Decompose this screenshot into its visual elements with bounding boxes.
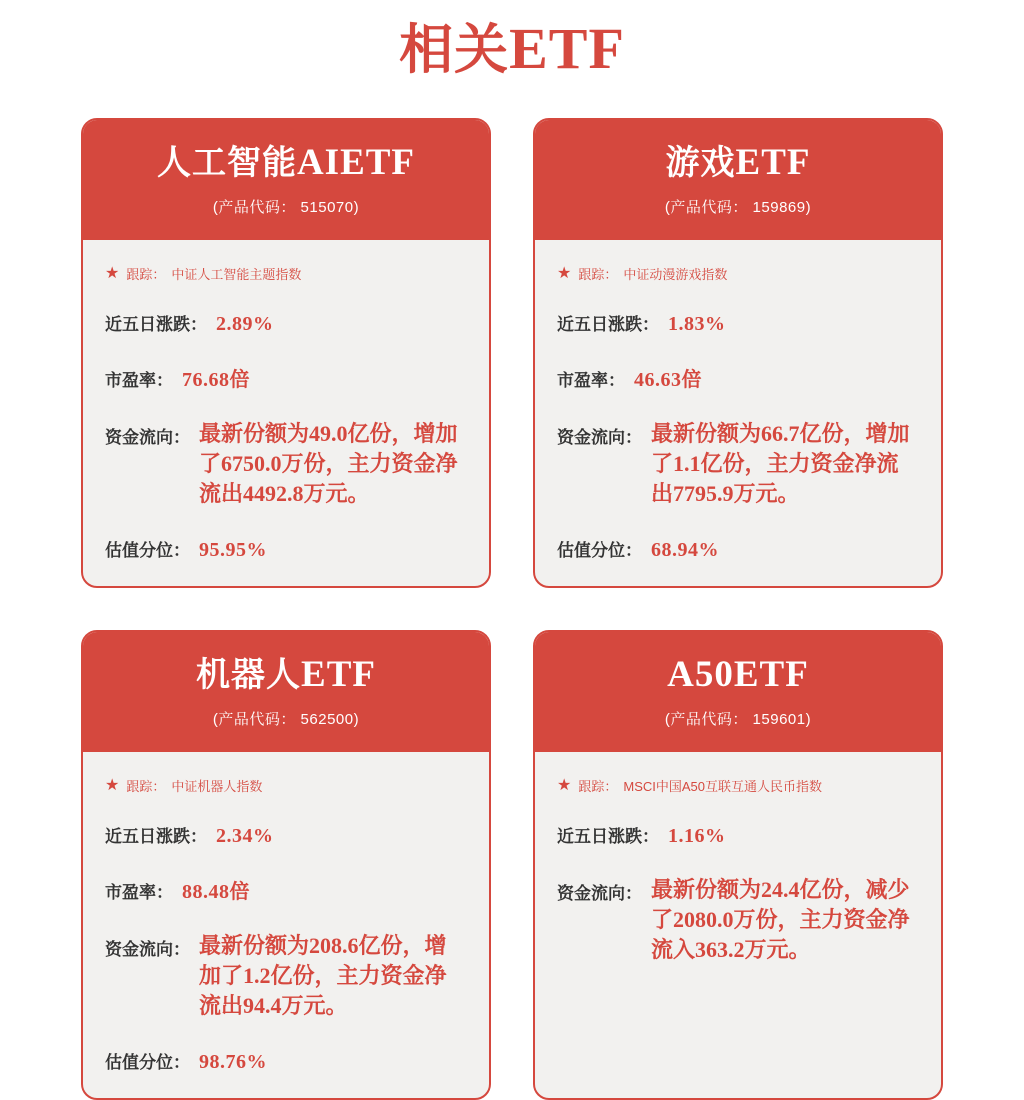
valuation-row: [105, 536, 465, 562]
valuation-label: 估值分位：: [105, 1053, 190, 1072]
tracking-index: 中证人工智能主题指数: [171, 267, 302, 282]
product-code: (产品代码： 159601): [664, 710, 812, 728]
pe-ratio-value: 88.48倍: [182, 881, 250, 903]
page-title: [0, 0, 1024, 118]
star-icon: ★: [105, 776, 120, 794]
etf-name: [83, 143, 489, 184]
tracking-row: [557, 264, 917, 283]
five-day-change-label: 近五日涨跌：: [105, 315, 207, 334]
card-body: [83, 240, 489, 586]
capital-flow-row: [557, 419, 917, 509]
card-body: [535, 240, 941, 586]
etf-name-latin: ETF: [735, 142, 811, 184]
etf-card-ai: [81, 118, 491, 588]
tracking-row: [105, 264, 465, 283]
tracking-label: 跟踪：: [578, 779, 618, 794]
valuation-label: 估值分位：: [557, 541, 642, 560]
card-header: [535, 632, 941, 752]
capital-flow-row: [105, 931, 465, 1021]
five-day-change-row: [105, 822, 465, 848]
capital-flow-label: 资金流向：: [557, 428, 642, 447]
valuation-row: [105, 1048, 465, 1074]
etf-card-a50: [533, 630, 943, 1100]
capital-flow-label: 资金流向：: [105, 428, 190, 447]
five-day-change-value: 2.89%: [216, 313, 274, 335]
card-body: [535, 752, 941, 1098]
etf-name: [83, 655, 489, 696]
tracking-index: 中证动漫游戏指数: [623, 267, 728, 282]
etf-name-zh: 游戏: [665, 144, 736, 183]
valuation-label: 估值分位：: [105, 541, 190, 560]
capital-flow-label: 资金流向：: [557, 884, 642, 903]
five-day-change-row: [557, 822, 917, 848]
five-day-change-label: 近五日涨跌：: [557, 827, 659, 846]
star-icon: ★: [557, 776, 572, 794]
product-code: (产品代码： 562500): [212, 710, 360, 728]
pe-ratio-value: 46.63倍: [634, 369, 702, 391]
etf-card-robot: [81, 630, 491, 1100]
etf-name-zh: 人工智能: [156, 144, 297, 183]
valuation-value: 98.76%: [199, 1051, 267, 1073]
pe-ratio-row: [557, 363, 917, 392]
pe-ratio-value: 76.68倍: [182, 369, 250, 391]
pe-ratio-label: 市盈率：: [105, 883, 173, 902]
etf-name-latin: A50ETF: [667, 654, 809, 696]
tracking-index: MSCI中国A50互联互通人民币指数: [623, 779, 822, 794]
card-header: [535, 120, 941, 240]
star-icon: ★: [105, 264, 120, 282]
etf-card-game: [533, 118, 943, 588]
valuation-row: [557, 536, 917, 562]
capital-flow-row: [105, 419, 465, 509]
pe-ratio-label: 市盈率：: [557, 371, 625, 390]
card-header: [83, 632, 489, 752]
pe-ratio-row: [105, 875, 465, 904]
capital-flow-row: [557, 875, 917, 965]
valuation-value: 95.95%: [199, 539, 267, 561]
capital-flow-label: 资金流向：: [105, 940, 190, 959]
tracking-label: 跟踪：: [578, 267, 618, 282]
capital-flow-value: 最新份额为208.6亿份，增加了1.2亿份，主力资金净流出94.4万元。: [199, 933, 447, 1018]
pe-ratio-row: [105, 363, 465, 392]
etf-name: [535, 143, 941, 184]
tracking-label: 跟踪：: [126, 779, 166, 794]
etf-name-latin: AIETF: [296, 142, 416, 184]
etf-name-latin: ETF: [301, 654, 376, 696]
five-day-change-label: 近五日涨跌：: [557, 315, 659, 334]
five-day-change-value: 1.83%: [668, 313, 726, 335]
tracking-row: [105, 776, 465, 795]
five-day-change-label: 近五日涨跌：: [105, 827, 207, 846]
etf-name-zh: 机器人: [196, 656, 302, 695]
tracking-index: 中证机器人指数: [171, 779, 263, 794]
five-day-change-row: [105, 310, 465, 336]
card-header: [83, 120, 489, 240]
five-day-change-value: 1.16%: [668, 825, 726, 847]
five-day-change-value: 2.34%: [216, 825, 274, 847]
etf-name: [535, 655, 941, 696]
capital-flow-value: 最新份额为24.4亿份，减少了2080.0万份，主力资金净流入363.2万元。: [651, 877, 910, 962]
capital-flow-value: 最新份额为49.0亿份，增加了6750.0万份，主力资金净流出4492.8万元。: [199, 421, 458, 506]
card-body: [83, 752, 489, 1098]
pe-ratio-label: 市盈率：: [105, 371, 173, 390]
page-title-zh: 相关: [399, 20, 510, 80]
etf-card-grid: [81, 118, 943, 1100]
valuation-value: 68.94%: [651, 539, 719, 561]
product-code: (产品代码： 159869): [664, 198, 812, 216]
tracking-label: 跟踪：: [126, 267, 166, 282]
five-day-change-row: [557, 310, 917, 336]
capital-flow-value: 最新份额为66.7亿份，增加了1.1亿份，主力资金净流出7795.9万元。: [651, 421, 910, 506]
product-code: (产品代码： 515070): [212, 198, 360, 216]
page-title-latin: ETF: [509, 16, 625, 81]
tracking-row: [557, 776, 917, 795]
star-icon: ★: [557, 264, 572, 282]
